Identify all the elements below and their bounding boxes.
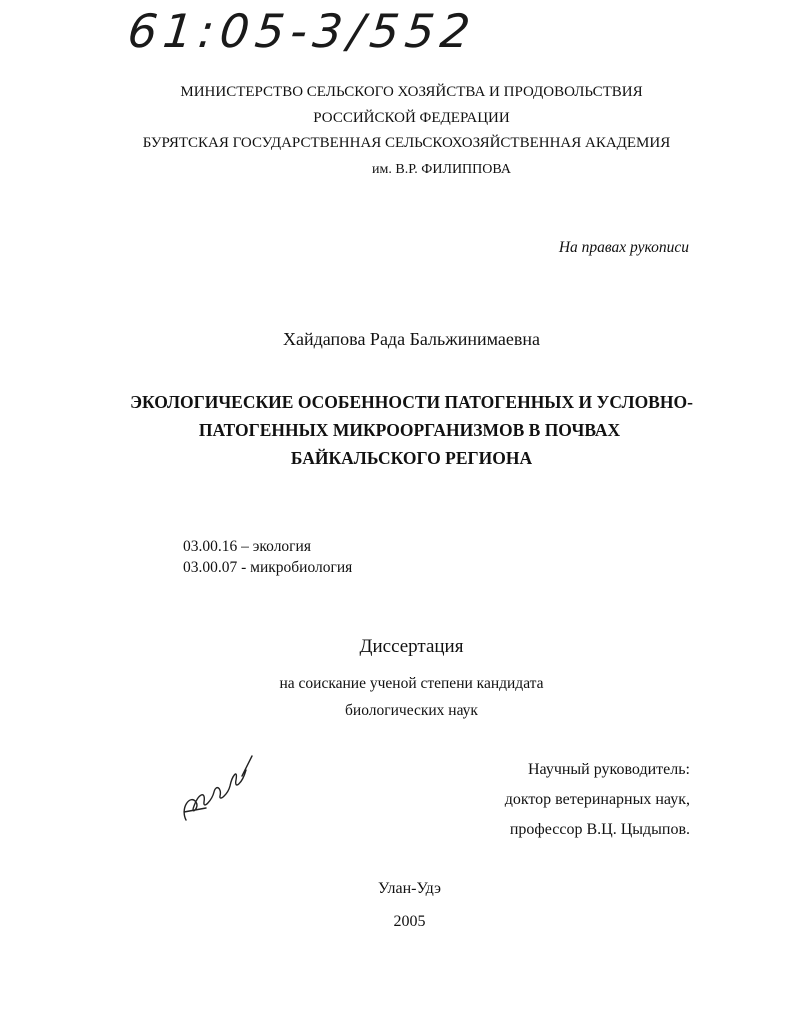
city-name: Улан-Удэ <box>378 880 441 897</box>
handwritten-signature-icon <box>176 750 266 830</box>
specialty-microbiology: 03.00.07 - микробиология <box>183 559 353 576</box>
title-line-1: ЭКОЛОГИЧЕСКИЕ ОСОБЕННОСТИ ПАТОГЕННЫХ И УСЛОВНО- <box>130 392 693 412</box>
degree-statement <box>0 670 793 724</box>
scientific-supervisor <box>505 755 690 845</box>
institution-header <box>0 80 793 182</box>
title-line-2: ПАТОГЕННЫХ МИКРООРГАНИЗМОВ В ПОЧВАХ <box>198 420 621 440</box>
degree-line-2: биологических наук <box>345 702 478 719</box>
document-type: Диссертация <box>359 636 464 657</box>
manuscript-note: На правах рукописи <box>558 239 689 256</box>
specialty-codes <box>183 536 352 578</box>
header-ministry: МИНИСТЕРСТВО СЕЛЬСКОГО ХОЗЯЙСТВА И ПРОДОВОЛЬСТВИЯ <box>180 84 643 100</box>
place-and-year <box>0 872 793 938</box>
degree-line-1: на соискание ученой степени кандидата <box>279 675 544 692</box>
supervisor-label: Научный руководитель: <box>527 761 690 778</box>
header-academy-name: им. В.Р. ФИЛИППОВА <box>372 161 511 177</box>
handwritten-catalog-number: 61:05-3/552 <box>125 4 479 58</box>
author-name: Хайдапова Рада Бальжинимаевна <box>283 329 540 349</box>
header-academy: БУРЯТСКАЯ ГОСУДАРСТВЕННАЯ СЕЛЬСКОХОЗЯЙСТВЕННАЯ АКАДЕМИЯ <box>142 135 671 151</box>
title-line-3: БАЙКАЛЬСКОГО РЕГИОНА <box>290 448 533 468</box>
supervisor-degree: доктор ветеринарных наук, <box>504 791 690 808</box>
specialty-ecology: 03.00.16 – экология <box>183 538 311 555</box>
supervisor-name: профессор В.Ц. Цыдыпов. <box>509 821 690 838</box>
header-federation: РОССИЙСКОЙ ФЕДЕРАЦИИ <box>313 109 510 126</box>
dissertation-title <box>0 388 793 472</box>
publication-year: 2005 <box>393 913 426 930</box>
